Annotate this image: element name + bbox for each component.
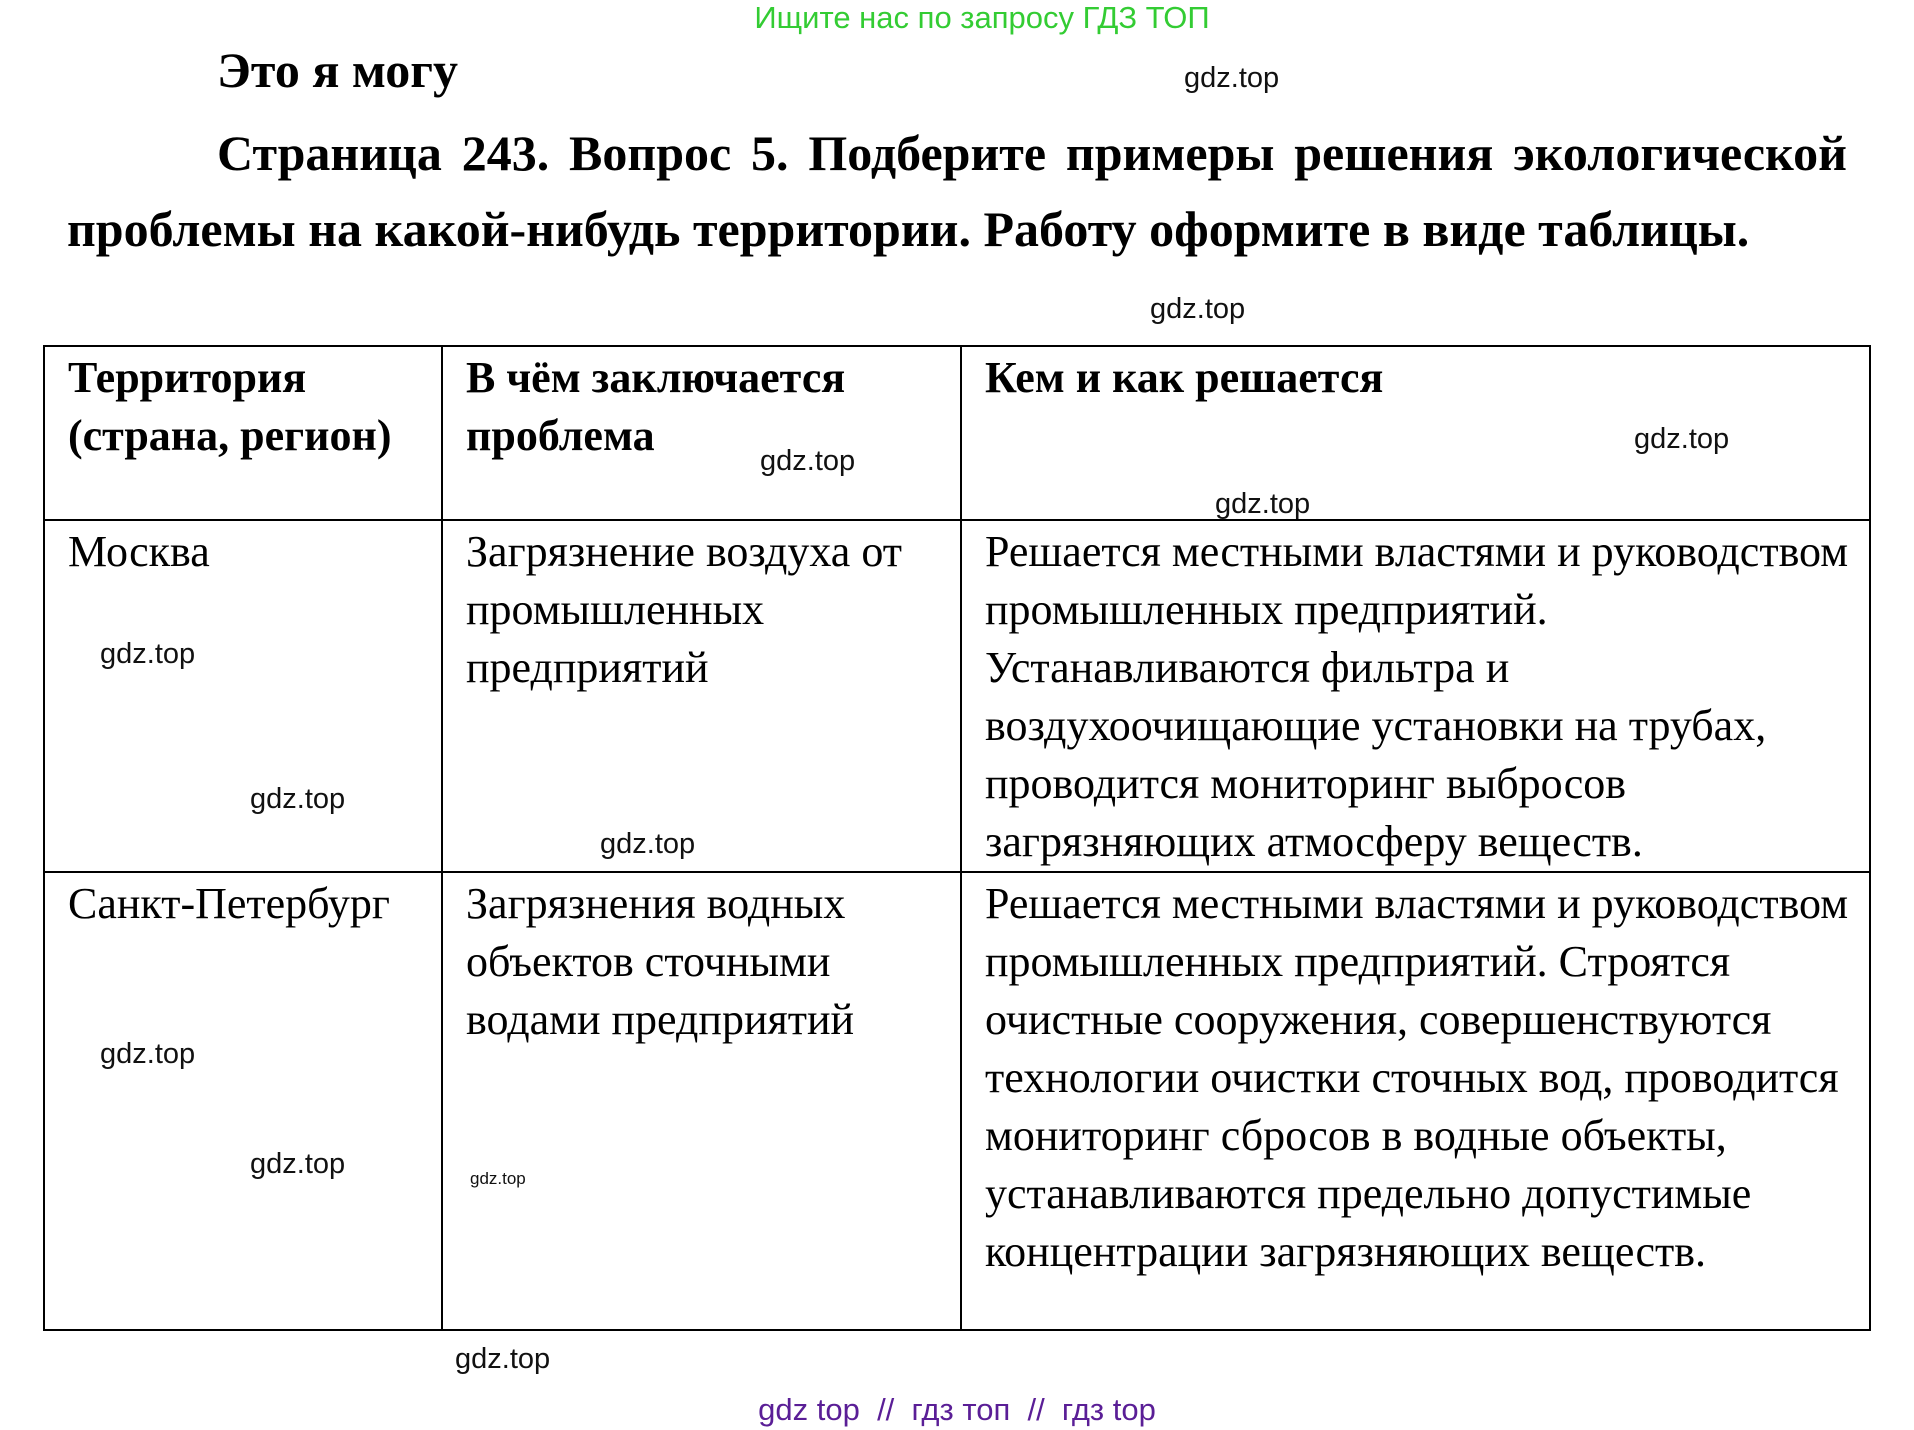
table-row [44,520,1870,872]
cell-territory: Москва [44,520,442,872]
table-header-row [44,346,1870,520]
cell-problem: Загрязнение воздуха от промышленных предприятий [442,520,961,872]
header-territory: Территория (страна, регион) [44,346,442,520]
question-text: Страница 243. Вопрос 5. Подберите примеры решения экологической проблемы на какой-нибудь территории. Работу оформите в виде таблицы. [67,125,1847,257]
search-banner: Ищите нас по запросу ГДЗ ТОП [754,0,1210,35]
watermark: gdz.top [250,783,346,815]
watermark: gdz.top [1184,62,1280,94]
watermark: gdz.top [760,445,856,477]
watermark: gdz.top [1150,293,1246,325]
cell-solution: Решается местными властями и руководством промышленных предприятий. Строятся очистные сооружения, совершенствуются технологии очистки сточных вод, проводится мониторинг сбросов в водные объекты, устанавливаются предельно допустимые концентрации загрязняющих веществ. [961,872,1870,1330]
watermark: gdz.top [455,1343,551,1375]
cell-problem: Загрязнения водных объектов сточными водами предприятий [442,872,961,1330]
watermark: gdz.top [600,828,696,860]
watermark: gdz.top [1215,488,1311,520]
watermark: gdz.top [470,1169,526,1188]
header-problem: В чём заключается проблема [442,346,961,520]
table-row [44,872,1870,1330]
cell-solution: Решается местными властями и руководством промышленных предприятий. Устанавливаются фильтра и воздухоочищающие установки на трубах, проводится мониторинг выбросов загрязняющих атмосферу веществ. [961,520,1870,872]
section-heading: Это я могу [217,42,458,98]
watermark: gdz.top [100,638,196,670]
watermark: gdz.top [1634,423,1730,455]
watermark: gdz.top [100,1038,196,1070]
header-solution: Кем и как решается [961,346,1870,520]
watermark: gdz.top [250,1148,346,1180]
footer-links: gdz top // гдз топ // гдз top [758,1392,1156,1427]
cell-territory: Санкт-Петербург [44,872,442,1330]
answer-table [43,345,1871,1331]
